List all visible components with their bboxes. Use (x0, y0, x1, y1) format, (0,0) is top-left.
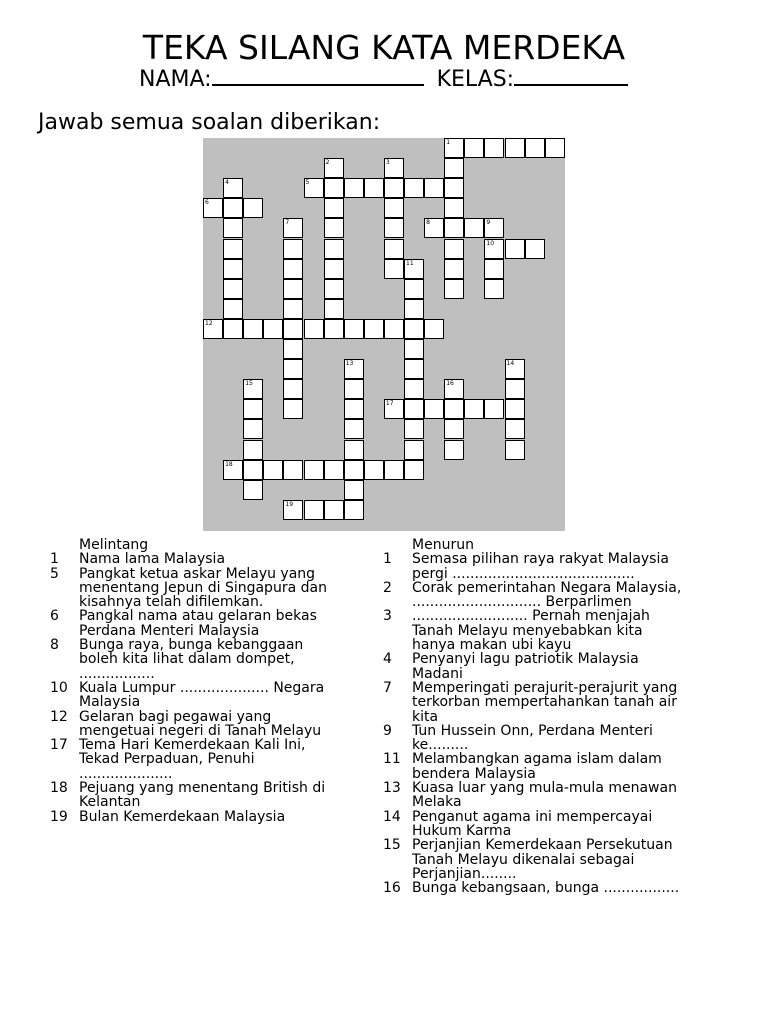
crossword-cell[interactable] (263, 460, 283, 480)
instruction-text: Jawab semua soalan diberikan: (38, 110, 381, 135)
crossword-cell[interactable] (404, 419, 424, 439)
crossword-cell[interactable] (344, 359, 364, 379)
class-label: KELAS: (436, 67, 515, 92)
clue-text: Penganut agama ini mempercayai Hukum Karma (412, 808, 653, 839)
cell-number: 13 (345, 360, 354, 368)
down-clue-7 (383, 681, 683, 724)
clue-number: 2 (383, 579, 392, 596)
crossword-cell[interactable] (304, 500, 324, 520)
crossword-cell[interactable] (424, 178, 444, 198)
clue-number: 18 (50, 780, 68, 797)
crossword-cell[interactable] (243, 399, 263, 419)
crossword-cell[interactable] (444, 198, 464, 218)
crossword-cell[interactable] (444, 379, 464, 399)
cell-number: 1 (446, 139, 451, 146)
crossword-cell[interactable] (444, 138, 464, 158)
crossword-cell[interactable] (444, 279, 464, 299)
clue-number: 9 (383, 722, 392, 739)
crossword-cell[interactable] (505, 399, 525, 419)
crossword-cell[interactable] (444, 218, 464, 238)
crossword-cell[interactable] (505, 440, 525, 460)
clue-text: Gelaran bagi pegawai yang mengetuai negeri di Tanah Melayu (79, 708, 322, 739)
crossword-cell[interactable] (283, 399, 303, 419)
down-clue-13 (383, 781, 683, 810)
cell-number: 2 (325, 159, 330, 167)
crossword-cell[interactable] (243, 379, 263, 399)
crossword-cell[interactable] (424, 399, 444, 419)
crossword-cell[interactable] (283, 239, 303, 259)
crossword-cell[interactable] (324, 460, 344, 480)
clue-text: Kuasa luar yang mula-mula menawan Melaka (412, 780, 677, 811)
crossword-cell[interactable] (384, 218, 404, 238)
crossword-cell[interactable] (223, 239, 243, 259)
clue-number: 16 (383, 880, 401, 897)
clue-number: 12 (50, 708, 68, 725)
crossword-cell[interactable] (283, 299, 303, 319)
cell-number: 6 (205, 199, 209, 207)
across-clue-18 (50, 781, 340, 810)
crossword-cell[interactable] (283, 379, 303, 399)
crossword-cell[interactable] (545, 138, 565, 158)
crossword-cell[interactable] (203, 319, 223, 339)
crossword-cell[interactable] (324, 178, 344, 198)
down-heading: Menurun (412, 537, 474, 553)
page-title: TEKA SILANG KATA MERDEKA (142, 28, 626, 67)
crossword-cell[interactable] (223, 299, 243, 319)
crossword-cell[interactable] (505, 379, 525, 399)
clue-number: 8 (50, 637, 59, 654)
crossword-cell[interactable] (424, 218, 444, 238)
crossword-cell[interactable] (384, 178, 404, 198)
crossword-cell[interactable] (464, 399, 484, 419)
crossword-cell[interactable] (223, 259, 243, 279)
name-class-line (139, 62, 628, 94)
crossword-cell[interactable] (484, 138, 504, 158)
clue-text: Pejuang yang menentang British di Kelantan (79, 780, 326, 811)
crossword-cell[interactable] (484, 239, 504, 259)
crossword-cell[interactable] (283, 359, 303, 379)
down-clue-11 (383, 752, 683, 781)
crossword-cell[interactable] (404, 359, 424, 379)
crossword-cell[interactable] (243, 198, 263, 218)
crossword-cell[interactable] (404, 299, 424, 319)
crossword-cell[interactable] (444, 239, 464, 259)
crossword-cell[interactable] (344, 440, 364, 460)
crossword-cell[interactable] (464, 138, 484, 158)
clue-number: 6 (50, 608, 59, 625)
down-clue-14 (383, 810, 683, 839)
crossword-cell[interactable] (404, 399, 424, 419)
crossword-cell[interactable] (404, 178, 424, 198)
crossword-cell[interactable] (364, 178, 384, 198)
crossword-cell[interactable] (344, 419, 364, 439)
crossword-cell[interactable] (404, 379, 424, 399)
crossword-cell[interactable] (505, 419, 525, 439)
crossword-cell[interactable] (324, 239, 344, 259)
cell-number: 19 (285, 500, 294, 508)
crossword-cell[interactable] (444, 158, 464, 178)
crossword-cell[interactable] (283, 218, 303, 238)
cell-number: 3 (385, 159, 390, 167)
crossword-cell[interactable] (304, 460, 324, 480)
down-clues (383, 538, 683, 895)
crossword-cell[interactable] (404, 279, 424, 299)
down-clue-3 (383, 609, 683, 652)
crossword-cell[interactable] (283, 460, 303, 480)
crossword-cell[interactable] (384, 460, 404, 480)
clue-number: 1 (383, 551, 392, 568)
clue-number: 5 (50, 565, 59, 582)
cell-number: 8 (426, 219, 430, 227)
clue-text: Bulan Kemerdekaan Malaysia (79, 808, 286, 825)
crossword-cell[interactable] (464, 218, 484, 238)
crossword-cell[interactable] (404, 339, 424, 359)
crossword-cell[interactable] (404, 460, 424, 480)
cell-number: 11 (406, 259, 414, 267)
crossword-cell[interactable] (484, 399, 504, 419)
down-clue-4 (383, 652, 683, 681)
crossword-cell[interactable] (283, 279, 303, 299)
crossword-cell[interactable] (223, 460, 243, 480)
clue-number: 1 (50, 551, 59, 568)
cell-number: 10 (486, 239, 495, 247)
crossword-cell[interactable] (243, 480, 263, 500)
crossword-cell[interactable] (444, 419, 464, 439)
clue-number: 7 (383, 679, 392, 696)
clue-number: 4 (383, 651, 392, 668)
across-clue-8 (50, 638, 340, 681)
clue-text: Bunga kebangsaan, bunga ................. (412, 880, 680, 897)
clue-text: Melambangkan agama islam dalam bendera Malaysia (412, 751, 662, 782)
crossword-cell[interactable] (484, 279, 504, 299)
crossword-cell[interactable] (324, 319, 344, 339)
clue-number: 17 (50, 737, 68, 754)
crossword-cell[interactable] (223, 198, 243, 218)
down-clue-2 (383, 581, 683, 610)
crossword-cell[interactable] (304, 178, 324, 198)
crossword-cell[interactable] (344, 500, 364, 520)
crossword-cell[interactable] (505, 138, 525, 158)
crossword-cell[interactable] (283, 339, 303, 359)
clue-text: Penyanyi lagu patriotik Malaysia Madani (412, 651, 639, 682)
cell-number: 14 (506, 360, 515, 368)
crossword-cell[interactable] (384, 259, 404, 279)
crossword-cell[interactable] (243, 319, 263, 339)
crossword-cell[interactable] (324, 279, 344, 299)
clue-text: Semasa pilihan raya rakyat Malaysia pergi ......................................... (412, 551, 669, 582)
down-clue-9 (383, 724, 683, 753)
down-clue-1 (383, 552, 683, 581)
crossword-cell[interactable] (243, 460, 263, 480)
across-clue-5 (50, 567, 340, 610)
crossword-cell[interactable] (324, 158, 344, 178)
name-blank[interactable] (212, 62, 424, 86)
crossword-cell[interactable] (203, 198, 223, 218)
across-clue-19 (50, 810, 340, 824)
clue-text: Nama lama Malaysia (79, 551, 226, 568)
crossword-cell[interactable] (484, 218, 504, 238)
cell-number: 16 (446, 380, 454, 388)
crossword-cell[interactable] (283, 259, 303, 279)
cell-number: 17 (385, 400, 394, 408)
cell-number: 15 (245, 380, 253, 388)
clue-text: Tema Hari Kemerdekaan Kali Ini, Tekad Perpaduan, Penuhi ..................... (79, 737, 306, 782)
clue-number: 10 (50, 679, 68, 696)
across-clue-17 (50, 738, 340, 781)
crossword-cell[interactable] (384, 158, 404, 178)
crossword-grid (203, 138, 565, 531)
crossword-cell[interactable] (223, 279, 243, 299)
across-clues (50, 538, 340, 824)
cell-number: 7 (285, 219, 290, 227)
crossword-cell[interactable] (344, 460, 364, 480)
crossword-cell[interactable] (283, 319, 303, 339)
down-clue-16 (383, 881, 683, 895)
clue-number: 11 (383, 751, 401, 768)
crossword-cell[interactable] (424, 319, 444, 339)
clue-text: Memperingati perajurit-perajurit yang terkorban mempertahankan tanah air kita (412, 679, 678, 725)
cell-number: 4 (225, 179, 229, 187)
crossword-cell[interactable] (444, 178, 464, 198)
crossword-cell[interactable] (344, 379, 364, 399)
crossword-cell[interactable] (505, 239, 525, 259)
crossword-cell[interactable] (444, 259, 464, 279)
clue-text: Bunga raya, bunga kebanggaan boleh kita lihat dalam dompet, ................. (79, 637, 304, 682)
crossword-cell[interactable] (344, 319, 364, 339)
cell-number: 5 (305, 179, 310, 187)
crossword-cell[interactable] (404, 319, 424, 339)
across-clue-1 (50, 552, 340, 566)
crossword-cell[interactable] (324, 218, 344, 238)
crossword-cell[interactable] (384, 319, 404, 339)
crossword-cell[interactable] (223, 178, 243, 198)
crossword-cell[interactable] (384, 399, 404, 419)
crossword-cell[interactable] (364, 460, 384, 480)
across-heading: Melintang (79, 537, 149, 553)
clue-text: Pangkal nama atau gelaran bekas Perdana Menteri Malaysia (79, 608, 317, 639)
crossword-cell[interactable] (525, 138, 545, 158)
crossword-cell[interactable] (344, 178, 364, 198)
crossword-cell[interactable] (484, 259, 504, 279)
crossword-cell[interactable] (384, 239, 404, 259)
crossword-cell[interactable] (324, 299, 344, 319)
clue-number: 3 (383, 608, 392, 625)
clue-number: 14 (383, 808, 401, 825)
crossword-cell[interactable] (404, 259, 424, 279)
crossword-cell[interactable] (364, 319, 384, 339)
crossword-cell[interactable] (263, 319, 283, 339)
clue-text: Pangkat ketua askar Melayu yang menentang Jepun di Singapura dan kisahnya telah difilemkan. (79, 565, 327, 611)
clue-text: Perjanjian Kemerdekaan Persekutuan Tanah Melayu dikenalai sebagai Perjanjian........ (412, 837, 673, 882)
down-clue-15 (383, 838, 683, 881)
crossword-cell[interactable] (344, 399, 364, 419)
name-label: NAMA: (139, 67, 212, 92)
clue-text: .......................... Pernah menjajah Tanah Melayu menyebabkan kita hanya makan ubi kayu (412, 608, 650, 654)
crossword-cell[interactable] (304, 319, 324, 339)
clue-number: 13 (383, 780, 401, 797)
crossword-cell[interactable] (223, 218, 243, 238)
crossword-cell[interactable] (324, 500, 344, 520)
crossword-cell[interactable] (444, 440, 464, 460)
clue-number: 15 (383, 837, 401, 854)
crossword-cell[interactable] (324, 259, 344, 279)
crossword-cell[interactable] (283, 500, 303, 520)
across-clue-6 (50, 609, 340, 638)
crossword-cell[interactable] (404, 440, 424, 460)
crossword-cell[interactable] (444, 399, 464, 419)
clue-number: 19 (50, 808, 68, 825)
cell-number: 18 (225, 460, 233, 468)
cell-number: 9 (486, 219, 491, 227)
across-clue-10 (50, 681, 340, 710)
crossword-cell[interactable] (324, 198, 344, 218)
crossword-cell[interactable] (344, 480, 364, 500)
crossword-cell[interactable] (505, 359, 525, 379)
clue-text: Tun Hussein Onn, Perdana Menteri ke......... (412, 722, 653, 754)
clue-text: Kuala Lumpur .................... Negara Malaysia (79, 679, 325, 711)
crossword-cell[interactable] (525, 239, 545, 259)
crossword-cell[interactable] (384, 198, 404, 218)
across-clue-12 (50, 710, 340, 739)
clue-text: Corak pemerintahan Negara Malaysia, ............................. Berparlimen (412, 579, 682, 611)
class-blank[interactable] (514, 62, 628, 86)
crossword-cell[interactable] (243, 419, 263, 439)
cell-number: 12 (205, 319, 213, 327)
crossword-cell[interactable] (243, 440, 263, 460)
crossword-cell[interactable] (223, 319, 243, 339)
